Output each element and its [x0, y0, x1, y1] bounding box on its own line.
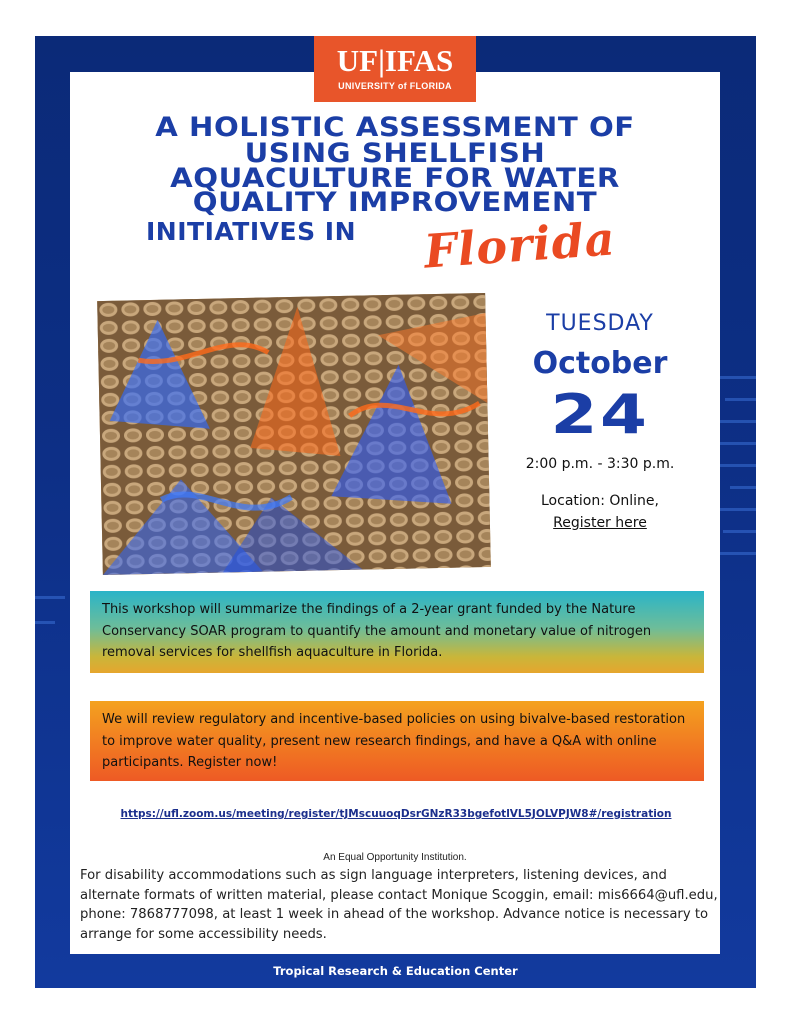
footer-center-name: Tropical Research & Education Center [273, 964, 518, 978]
title-line-5: INITIATIVES IN [146, 217, 357, 246]
shellfish-photo-art [97, 293, 491, 575]
title-line-3: AQUACULTURE FOR WATER [170, 163, 620, 194]
workshop-summary-box: This workshop will summarize the findings of a 2-year grant funded by the Nature Conservancy SOAR program to quantify the amount and monetary value of nitrogen removal services for shellfish aquaculture in Florida. [90, 591, 704, 673]
location-label: Location: Online, [541, 493, 659, 509]
logo-mark: UF|IFAS [336, 43, 454, 78]
disability-accommodations-notice: For disability accommodations such as sign language interpreters, listening devices, and alternate formats of written material, please contact Monique Scoggin, email: mis6664@ufl.edu, phone: 7868777098, at least 1 week in ahead of the workshop. Advance notice is necessary to arrange for some accessibility needs. [80, 868, 718, 942]
title-line-4: QUALITY IMPROVEMENT [192, 187, 598, 218]
event-date-block [500, 305, 700, 534]
registration-url-link[interactable]: https://ufl.zoom.us/meeting/register/tJMscuuoqDsrGNzR33bgefotlVL5JOLVPJW8#/registration [120, 808, 672, 820]
event-month: October [532, 346, 668, 381]
event-time: 2:00 p.m. - 3:30 p.m. [525, 456, 675, 472]
title-line-1: A HOLISTIC ASSESSMENT OF [155, 112, 635, 143]
uf-ifas-logo [314, 36, 476, 102]
event-location [500, 490, 700, 534]
shellfish-bags-photo [97, 293, 491, 575]
workshop-review-box: We will review regulatory and incentive-based policies on using bivalve-based restoration to improve water quality, present new research findings, and have a Q&A with online participants. Register now! [90, 701, 704, 781]
register-here-link[interactable]: Register here [553, 515, 647, 531]
title-florida-script: Florida [422, 211, 618, 279]
logo-subtitle: UNIVERSITY of FLORIDA [338, 81, 452, 91]
title-line-2: USING SHELLFISH [244, 138, 546, 169]
equal-opportunity-statement: An Equal Opportunity Institution. [323, 852, 467, 863]
event-date-number: 24 [550, 383, 650, 446]
event-day: TUESDAY [546, 311, 654, 336]
